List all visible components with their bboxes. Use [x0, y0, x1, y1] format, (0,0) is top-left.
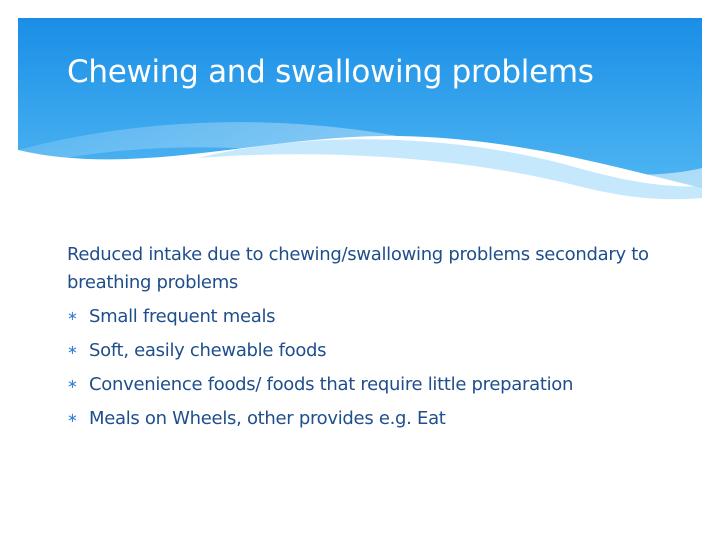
- wave-banner-graphic: [18, 18, 702, 208]
- asterisk-icon: ∗: [67, 343, 78, 358]
- bullet-item: [67, 405, 667, 433]
- bullet-text: Soft, easily chewable foods: [89, 340, 327, 361]
- asterisk-icon: ∗: [67, 309, 78, 324]
- bullet-item: [67, 371, 667, 399]
- asterisk-icon: ∗: [67, 377, 78, 392]
- title-banner: [18, 18, 702, 208]
- slide-body: [67, 241, 667, 439]
- bullet-list: [67, 303, 667, 433]
- slide-title: Chewing and swallowing problems: [67, 54, 594, 90]
- bullet-text: Convenience foods/ foods that require little preparation: [89, 374, 574, 395]
- bullet-text: Small frequent meals: [89, 306, 276, 327]
- asterisk-icon: ∗: [67, 411, 78, 426]
- bullet-item: [67, 303, 667, 331]
- bullet-text: Meals on Wheels, other provides e.g. Eat: [89, 408, 446, 429]
- intro-text: Reduced intake due to chewing/swallowing problems secondary to breathing problems: [67, 244, 649, 293]
- bullet-item: [67, 337, 667, 365]
